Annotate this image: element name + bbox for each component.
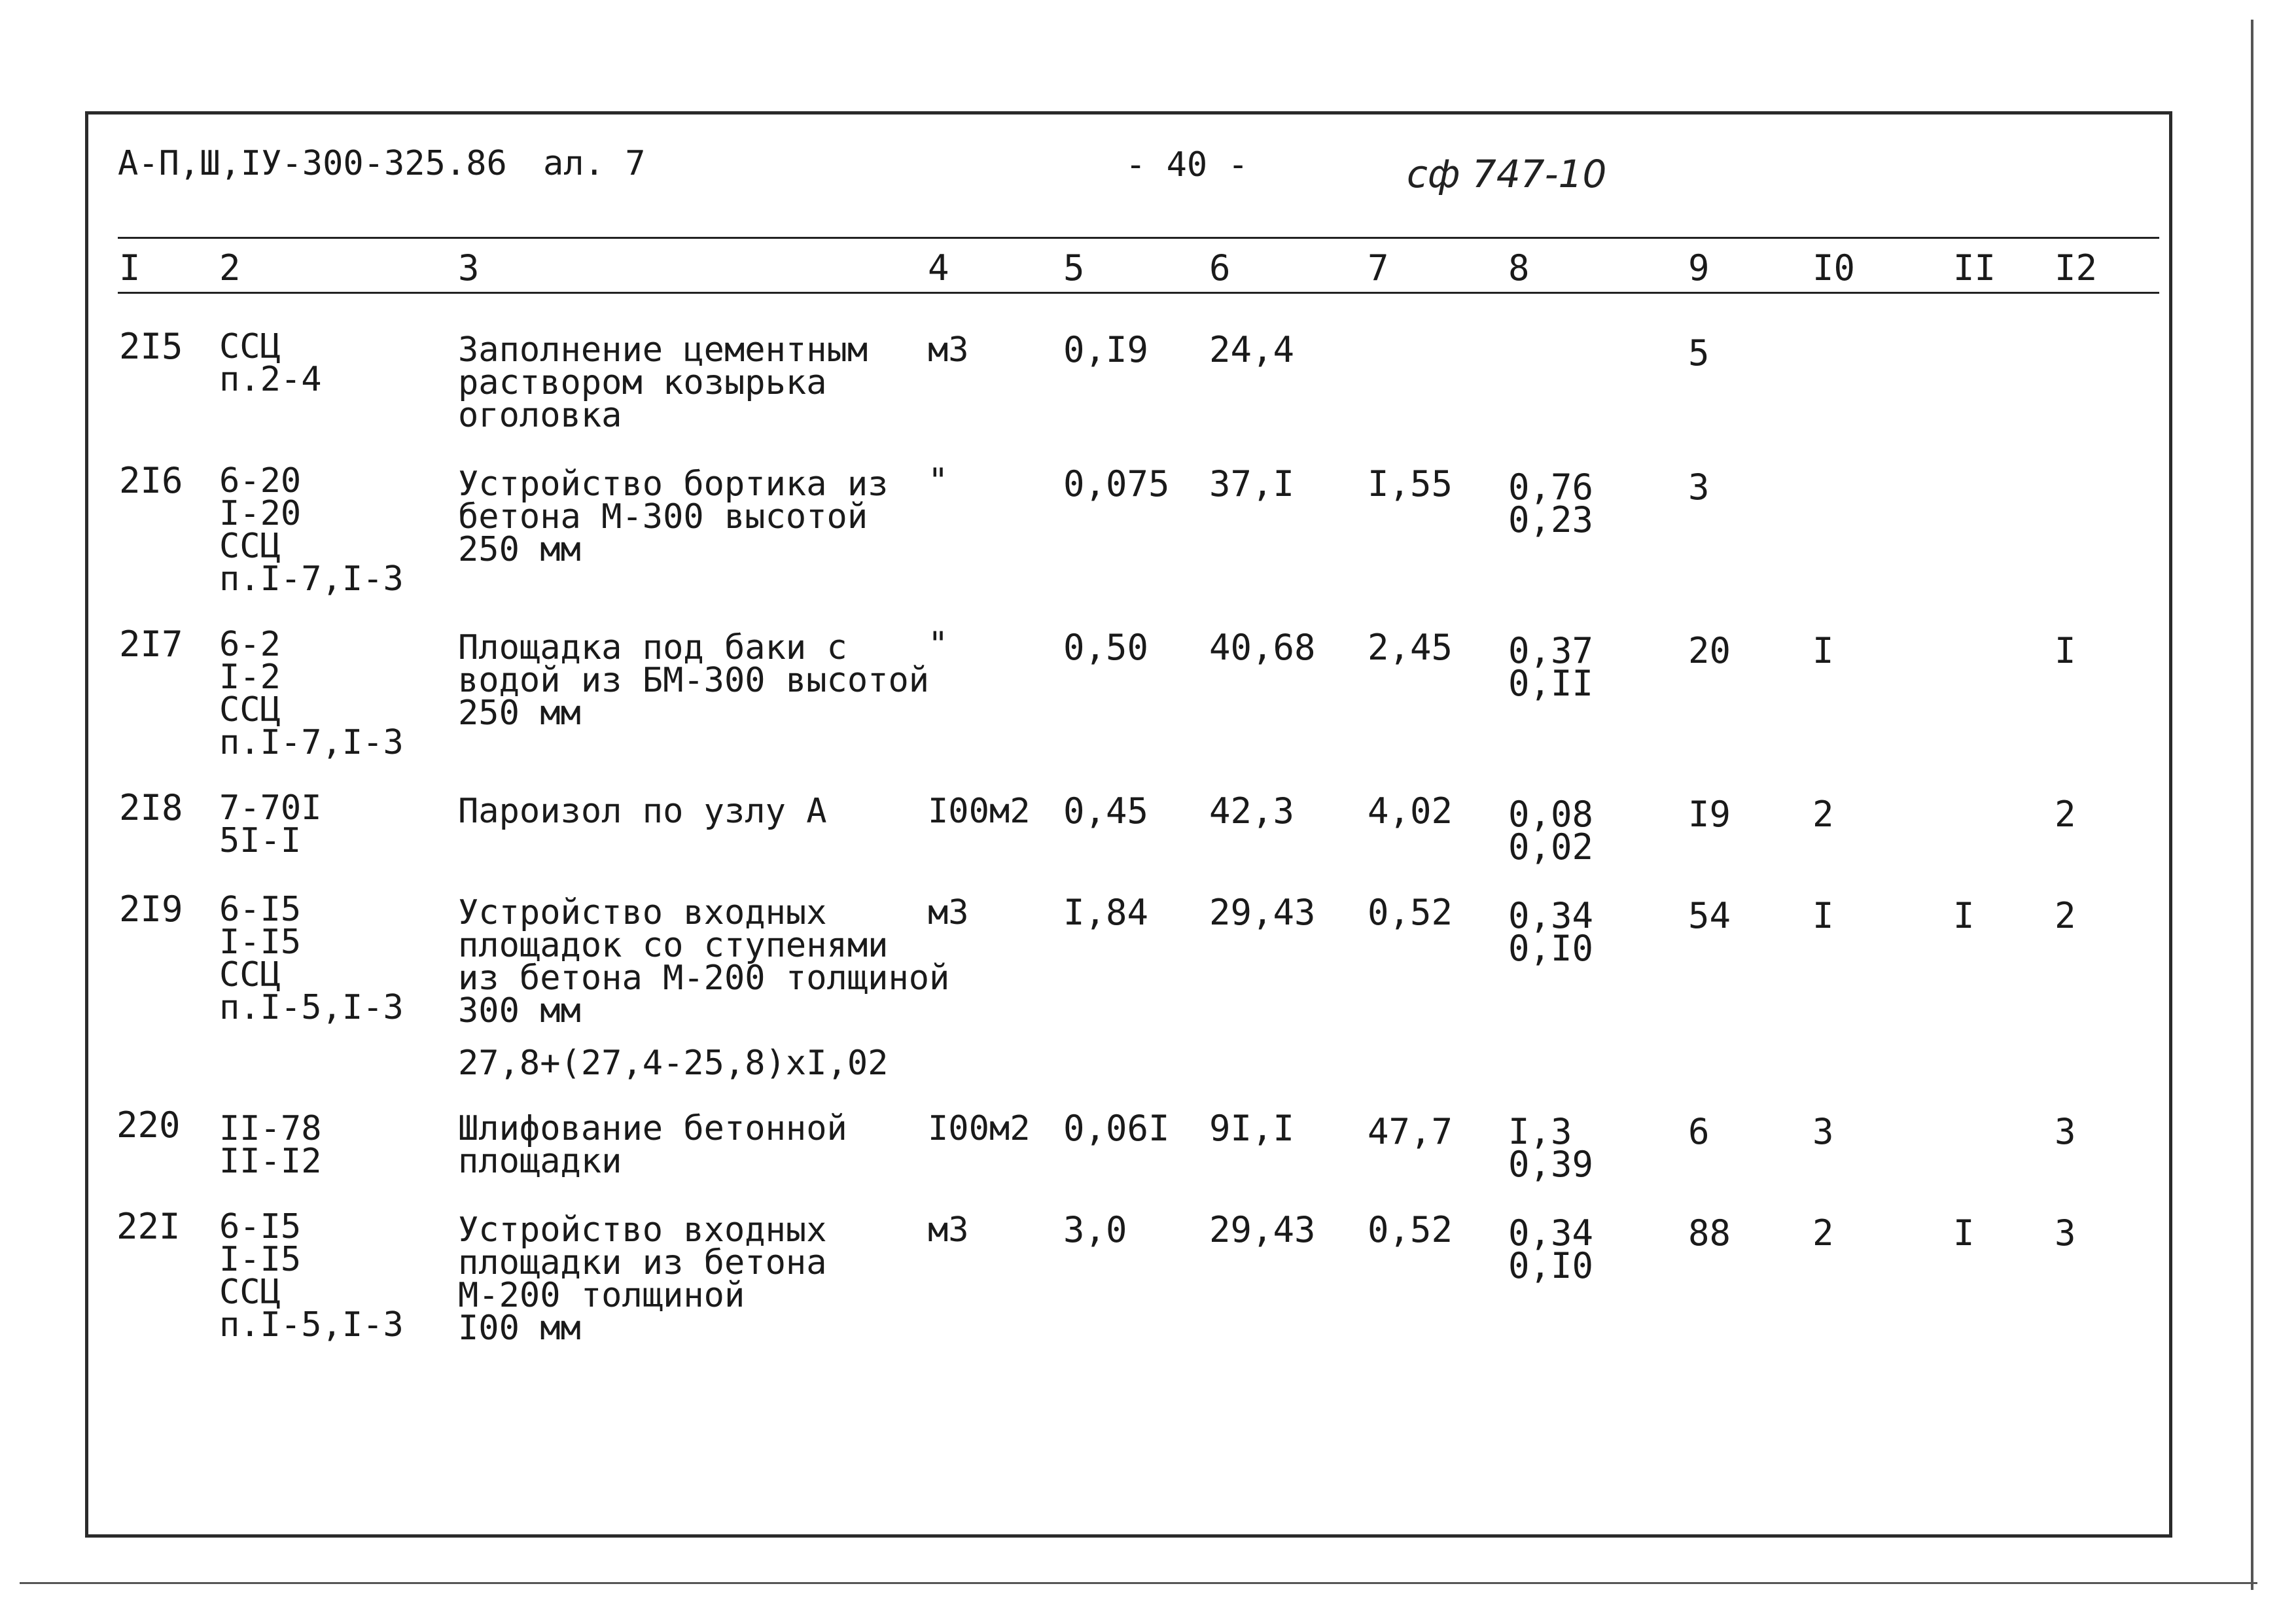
value-col-6: 9I,I	[1209, 1108, 1295, 1149]
column-header: 7	[1368, 247, 1389, 289]
quantity: 3,0	[1063, 1209, 1127, 1250]
row-number: 2I9	[119, 889, 183, 930]
column-header: II	[1953, 247, 1996, 289]
column-header: 3	[458, 247, 480, 289]
value-col-12: 2	[2055, 895, 2076, 936]
value-col-9: I9	[1688, 794, 1731, 835]
column-header: 9	[1688, 247, 1710, 289]
value-col-7: 0,52	[1368, 1209, 1453, 1250]
unit: м3	[928, 893, 969, 932]
column-header: 2	[219, 247, 241, 289]
row-number: 220	[116, 1104, 181, 1146]
column-header: 8	[1508, 247, 1530, 289]
page-edge-right	[2251, 20, 2253, 1590]
value-col-12: 3	[2055, 1111, 2076, 1152]
work-description: Шлифование бетонной площадки	[458, 1109, 847, 1181]
row-number: 2I5	[119, 326, 183, 367]
document-code: А-П,Ш,IУ-300-325.86	[118, 144, 507, 183]
value-col-8: 0,08 0,02	[1508, 794, 1594, 868]
value-col-6: 37,I	[1209, 463, 1295, 504]
page-number: - 40 -	[1125, 145, 1248, 185]
unit: м3	[928, 330, 969, 370]
value-col-9: 20	[1688, 630, 1731, 671]
value-col-9: 88	[1688, 1212, 1731, 1254]
unit: I00м2	[928, 792, 1031, 831]
value-col-8: 0,37 0,II	[1508, 630, 1594, 704]
quantity: 0,075	[1063, 463, 1170, 504]
value-col-12: 2	[2055, 794, 2076, 835]
value-col-8: 0,76 0,23	[1508, 467, 1594, 540]
value-col-9: 5	[1688, 332, 1710, 374]
quantity: 0,50	[1063, 627, 1149, 668]
value-col-12: I	[2055, 630, 2076, 671]
norm-reference: 7-70I 5I-I	[219, 788, 322, 860]
norm-reference: 6-I5 I-I5 ССЦ п.I-5,I-3	[219, 890, 404, 1027]
norm-reference: II-78 II-I2	[219, 1109, 322, 1181]
column-header: 4	[928, 247, 949, 289]
sheet-label: ал. 7	[543, 144, 646, 183]
unit: м3	[928, 1210, 969, 1250]
unit: "	[928, 625, 949, 664]
value-col-6: 24,4	[1209, 329, 1295, 370]
handwritten-note: сф 747-10	[1407, 152, 1607, 196]
value-col-11: I	[1953, 895, 1975, 936]
value-col-7: 47,7	[1368, 1111, 1453, 1152]
unit: "	[928, 461, 949, 501]
norm-reference: 6-2 I-2 ССЦ п.I-7,I-3	[219, 625, 404, 762]
value-col-10: 3	[1812, 1111, 1834, 1152]
row-number: 2I7	[119, 624, 183, 665]
quantity: 0,45	[1063, 790, 1149, 832]
value-col-6: 29,43	[1209, 1209, 1316, 1250]
page-edge-bottom	[20, 1582, 2257, 1584]
row-number: 2I6	[119, 460, 183, 501]
value-col-6: 42,3	[1209, 790, 1295, 832]
table-rule-top	[118, 237, 2159, 239]
quantity-formula: 27,8+(27,4-25,8)xI,02	[458, 1044, 889, 1083]
row-number: 22I	[116, 1206, 181, 1247]
column-header: I0	[1812, 247, 1856, 289]
value-col-10: I	[1812, 630, 1834, 671]
value-col-9: 54	[1688, 895, 1731, 936]
unit: I00м2	[928, 1109, 1031, 1148]
work-description: Устройство входных площадки из бетона М-200 толщиной I00 мм	[458, 1210, 827, 1348]
column-header: 6	[1209, 247, 1231, 289]
value-col-6: 40,68	[1209, 627, 1316, 668]
work-description: Заполнение цементным раствором козырька оголовка	[458, 330, 868, 435]
row-number: 2I8	[119, 787, 183, 828]
quantity: 0,I9	[1063, 329, 1149, 370]
value-col-11: I	[1953, 1212, 1975, 1254]
work-description: Устройство входных площадок со ступенями из бетона М-200 толщиной 300 мм	[458, 893, 950, 1031]
quantity: I,84	[1063, 892, 1149, 933]
value-col-10: I	[1812, 895, 1834, 936]
table-rule-bottom	[118, 292, 2159, 294]
quantity: 0,06I	[1063, 1108, 1170, 1149]
value-col-7: 2,45	[1368, 627, 1453, 668]
value-col-10: 2	[1812, 794, 1834, 835]
column-header: I2	[2055, 247, 2098, 289]
norm-reference: 6-20 I-20 ССЦ п.I-7,I-3	[219, 461, 404, 599]
value-col-7: 4,02	[1368, 790, 1453, 832]
value-col-12: 3	[2055, 1212, 2076, 1254]
value-col-7: 0,52	[1368, 892, 1453, 933]
value-col-8: I,3 0,39	[1508, 1111, 1594, 1185]
value-col-8: 0,34 0,I0	[1508, 895, 1594, 969]
column-header: I	[119, 247, 141, 289]
value-col-9: 6	[1688, 1111, 1710, 1152]
column-header: 5	[1063, 247, 1085, 289]
work-description: Устройство бортика из бетона М-300 высотой 250 мм	[458, 465, 889, 569]
value-col-8: 0,34 0,I0	[1508, 1212, 1594, 1286]
value-col-9: 3	[1688, 467, 1710, 508]
work-description: Пароизол по узлу А	[458, 792, 827, 831]
work-description: Площадка под баки с водой из БМ-300 высотой 250 мм	[458, 628, 930, 733]
norm-reference: 6-I5 I-I5 ССЦ п.I-5,I-3	[219, 1207, 404, 1345]
value-col-6: 29,43	[1209, 892, 1316, 933]
value-col-7: I,55	[1368, 463, 1453, 504]
value-col-10: 2	[1812, 1212, 1834, 1254]
norm-reference: ССЦ п.2-4	[219, 327, 322, 399]
